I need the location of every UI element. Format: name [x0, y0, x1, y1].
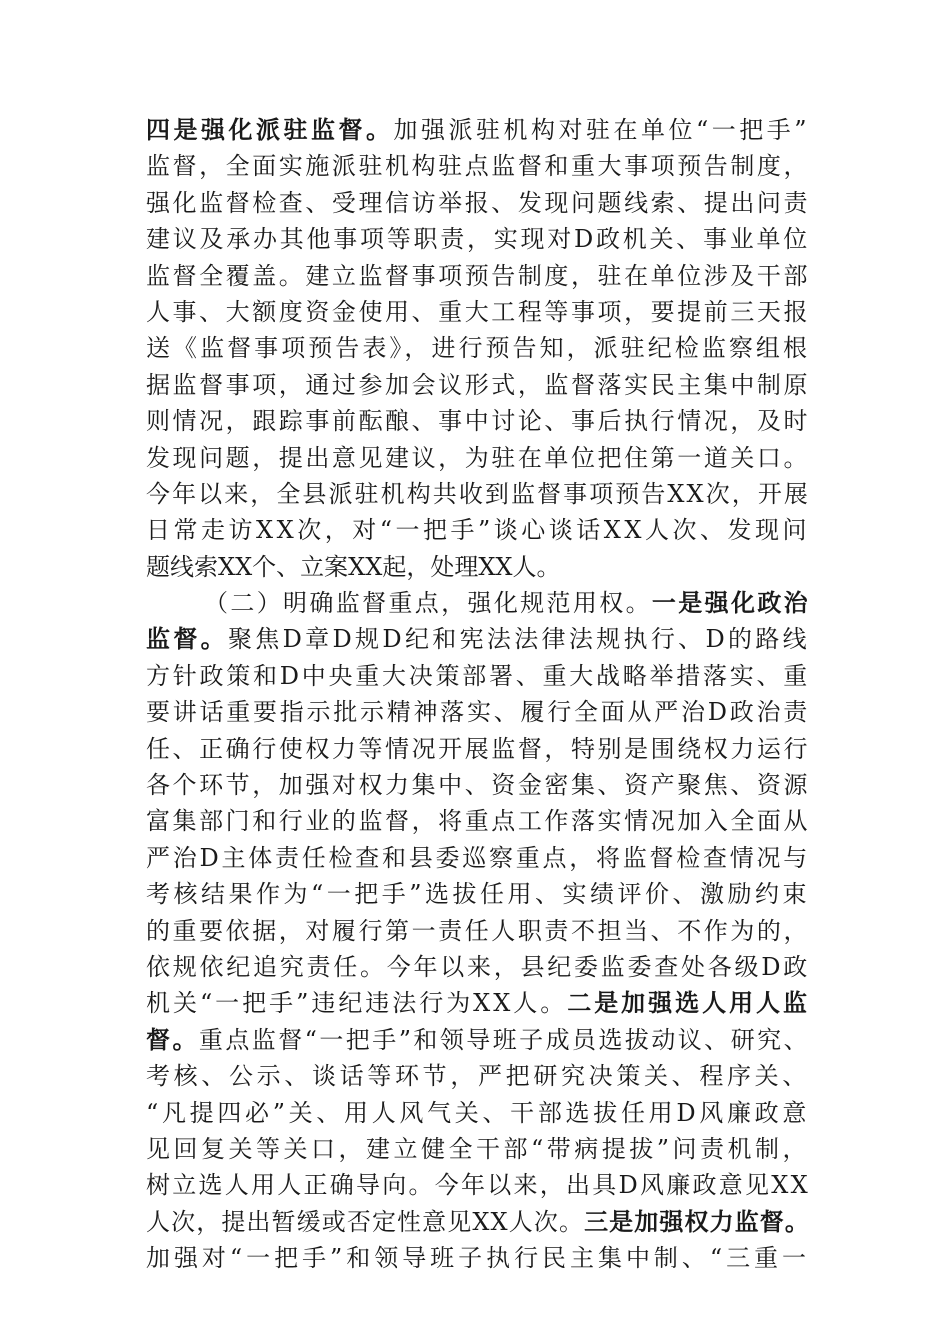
text-run: 监督，全面实施派驻机构驻点监督和重大事项预告制度，: [146, 152, 810, 181]
text-line: [146, 621, 866, 657]
text-line: [146, 985, 866, 1021]
text-line: [146, 148, 866, 184]
text-run: “凡提四必”关、用人风气关、干部选拔任用D风廉政意: [146, 1098, 811, 1127]
bold-heading-run: 监督。: [146, 625, 228, 654]
text-line: [146, 294, 866, 330]
text-line: [146, 258, 866, 294]
text-line: [146, 731, 866, 767]
text-line: [146, 876, 866, 912]
text-run: 要讲话重要指示批示精神落实、履行全面从严治D政治责: [146, 698, 810, 727]
text-run: 各个环节，加强对权力集中、资金密集、资产聚焦、资源: [146, 771, 810, 800]
text-line: [146, 1022, 866, 1058]
text-run: 据监督事项，通过参加会议形式，监督落实民主集中制原: [146, 370, 810, 399]
text-line: [146, 512, 866, 548]
text-line: [146, 549, 866, 585]
text-line: [146, 185, 866, 221]
text-run: 监督全覆盖。建立监督事项预告制度，驻在单位涉及干部: [146, 261, 810, 290]
text-run: 机关“一把手”违纪违法行为XX人。: [146, 989, 568, 1018]
text-line: [146, 803, 866, 839]
text-line: [146, 1167, 866, 1203]
text-run: 考核、公示、谈话等环节，严把研究决策关、程序关、: [146, 1062, 811, 1091]
text-line: [146, 221, 866, 257]
text-line: [146, 1131, 866, 1167]
text-run: 的重要依据，对履行第一责任人职责不担当、不作为的，: [146, 916, 810, 945]
text-line: [146, 913, 866, 949]
text-run: （二）明确监督重点，强化规范用权。: [204, 589, 652, 618]
text-run: 送《监督事项预告表》，进行预告知，派驻纪检监察组根: [146, 334, 810, 363]
text-run: 强化监督检查、受理信访举报、发现问题线索、提出问责: [146, 188, 810, 217]
text-run: 题线索XX个、立案XX起，处理XX人。: [146, 552, 561, 581]
text-line: [146, 403, 866, 439]
bold-heading-run: 督。: [146, 1025, 199, 1054]
text-line: [146, 949, 866, 985]
text-run: 今年以来，全县派驻机构共收到监督事项预告XX次，开展: [146, 479, 810, 508]
text-line: [146, 767, 866, 803]
text-run: 方针政策和D中央重大决策部署、重大战略举措落实、重: [146, 661, 810, 690]
text-run: 则情况，跟踪事前酝酿、事中讨论、事后执行情况，及时: [146, 407, 810, 436]
bold-heading-run: 四是强化派驻监督。: [146, 116, 394, 144]
text-line: [146, 367, 866, 403]
text-run: 日常走访XX次，对“一把手”谈心谈话XX人次、发现问: [146, 516, 810, 545]
text-run: 严治D主体责任检查和县委巡察重点，将监督检查情况与: [146, 843, 810, 872]
bold-heading-run: 一是强化政治: [651, 589, 811, 618]
text-run: 见回复关等关口，建立健全干部“带病提拔”问责机制，: [146, 1134, 810, 1163]
text-line: [146, 1095, 866, 1131]
text-line: [146, 840, 866, 876]
text-line: [146, 112, 866, 148]
text-line: [146, 1058, 866, 1094]
text-run: 重点监督“一把手”和领导班子成员选拔动议、研究、: [198, 1025, 811, 1054]
document-body: [146, 112, 866, 1277]
text-run: 发现问题，提出意见建议，为驻在单位把住第一道关口。: [146, 443, 810, 472]
bold-heading-run: 三是加强权力监督。: [584, 1207, 811, 1236]
text-run: 人次，提出暂缓或否定性意见XX人次。: [146, 1207, 585, 1236]
text-line: [146, 658, 866, 694]
text-line: [146, 1204, 866, 1240]
text-line: [146, 330, 866, 366]
text-run: 依规依纪追究责任。今年以来，县纪委监委查处各级D政: [146, 952, 810, 981]
text-line: [146, 694, 866, 730]
bold-heading-run: 二是加强选人用人监: [567, 989, 810, 1018]
text-run: 任、正确行使权力等情况开展监督，特别是围绕权力运行: [146, 734, 810, 763]
text-run: 人事、大额度资金使用、重大工程等事项，要提前三天报: [146, 297, 810, 326]
text-line: [146, 1240, 866, 1276]
text-line: [146, 476, 866, 512]
text-run: 树立选人用人正确导向。今年以来，出具D风廉政意见XX: [146, 1171, 810, 1200]
text-line: [146, 440, 866, 476]
text-line: [146, 585, 866, 621]
text-run: 富集部门和行业的监督，将重点工作落实情况加入全面从: [146, 807, 810, 836]
text-run: 考核结果作为“一把手”选拔任用、实绩评价、激励约束: [146, 880, 810, 909]
text-run: 加强派驻机构对驻在单位“一把手”: [393, 116, 810, 144]
text-run: 建议及承办其他事项等职责，实现对D政机关、事业单位: [146, 225, 810, 254]
text-run: 加强对“一把手”和领导班子执行民主集中制、“三重一: [146, 1244, 810, 1273]
text-run: 聚焦D章D规D纪和宪法法律法规执行、D的路线: [227, 625, 810, 654]
